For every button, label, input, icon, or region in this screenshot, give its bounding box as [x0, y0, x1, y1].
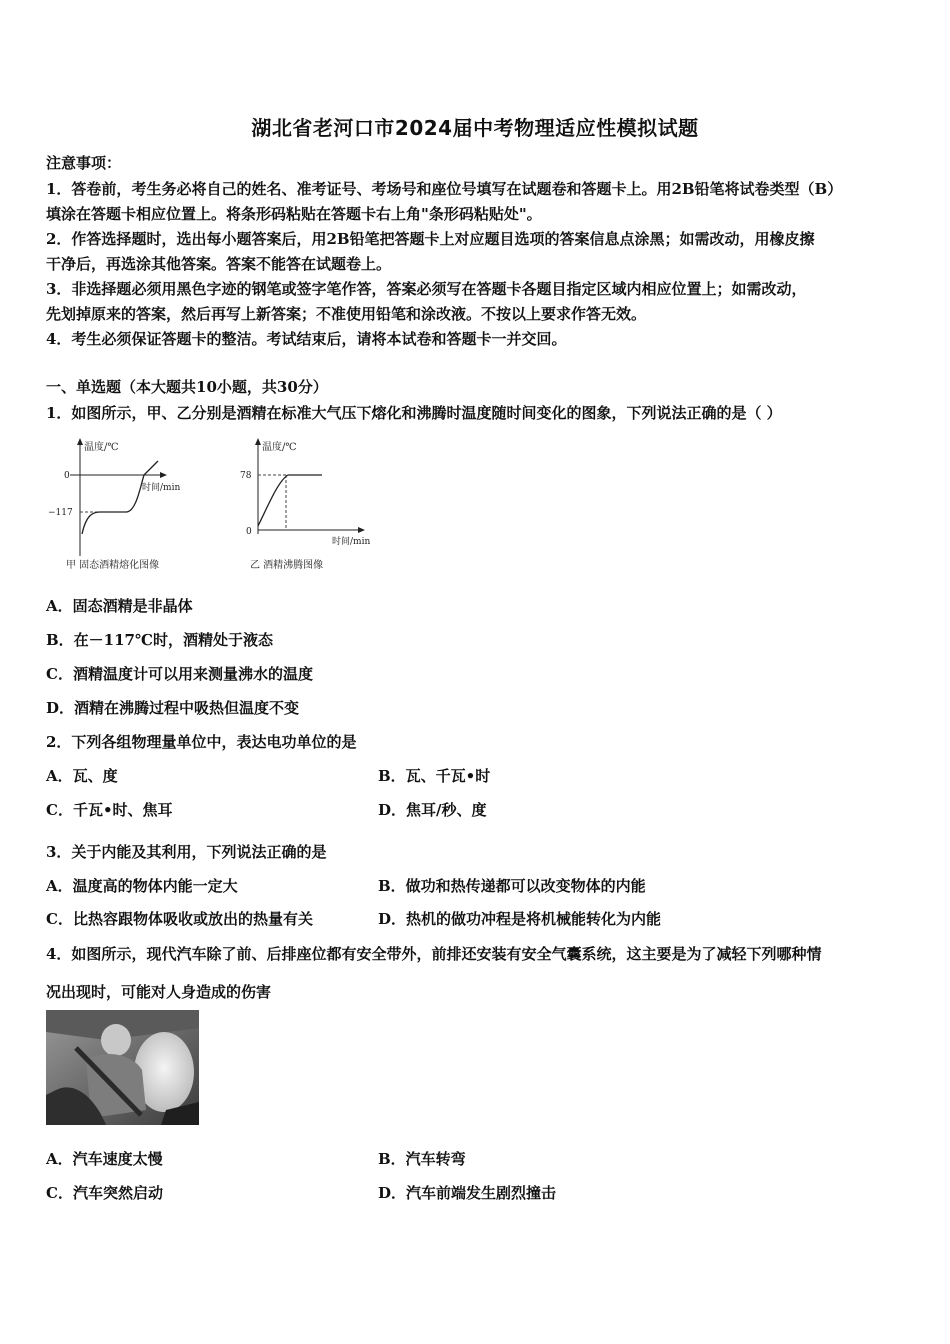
melting-graph	[46, 436, 196, 574]
graph-a-ylabel: 温度/℃	[84, 442, 119, 453]
page-title: 湖北省老河口市2024届中考物理适应性模拟试题	[251, 116, 699, 140]
graph-b-tick-origin: 0	[246, 527, 252, 537]
graph-b-tick-78: 78	[240, 471, 252, 481]
boiling-graph	[236, 436, 386, 574]
graph-a-tick-zero: 0	[64, 471, 70, 481]
q3-option-d: D．热机的做功冲程是将机械能转化为内能	[378, 910, 662, 928]
airbag-photo	[46, 1010, 199, 1125]
q3-option-c: C．比热容跟物体吸收或放出的热量有关	[46, 910, 313, 928]
graph-b-ylabel: 温度/℃	[262, 442, 297, 453]
graph-a-xlabel: 时间/min	[142, 483, 181, 493]
notice-line: 填涂在答题卡相应位置上。将条形码粘贴在答题卡右上角"条形码粘贴处"。	[46, 205, 542, 223]
notice-line: 1．答卷前，考生务必将自己的姓名、准考证号、考场号和座位号填写在试题卷和答题卡上。用2B铅笔将试卷类型（B）	[46, 180, 843, 198]
notice-line: 2．作答选择题时，选出每小题答案后，用2B铅笔把答题卡上对应题目选项的答案信息点涂黑；如需改动，用橡皮擦	[46, 230, 815, 248]
notice-line: 先划掉原来的答案，然后再写上新答案；不准使用铅笔和涂改液。不按以上要求作答无效。	[46, 305, 647, 323]
q2-stem: 2．下列各组物理量单位中，表达电功单位的是	[46, 733, 357, 751]
notice-heading: 注意事项：	[46, 154, 122, 172]
q3-option-a: A．温度高的物体内能一定大	[46, 877, 238, 895]
q1-option-c: C．酒精温度计可以用来测量沸水的温度	[46, 665, 313, 683]
section-heading: 一、单选题（本大题共10小题，共30分）	[46, 378, 328, 396]
q3-stem: 3．关于内能及其利用，下列说法正确的是	[46, 843, 327, 861]
graph-a-caption: 甲 固态酒精熔化图像	[66, 560, 160, 571]
q2-option-b: B．瓦、千瓦•时	[378, 767, 491, 785]
q4-stem-cont: 况出现时，可能对人身造成的伤害	[46, 983, 272, 1001]
q3-option-b: B．做功和热传递都可以改变物体的内能	[378, 877, 646, 895]
q1-stem: 1．如图所示，甲、乙分别是酒精在标准大气压下熔化和沸腾时温度随时间变化的图象，下列说法正确的是（ ）	[46, 404, 782, 422]
q4-stem: 4．如图所示，现代汽车除了前、后排座位都有安全带外，前排还安装有安全气囊系统，这主要是为了减轻下列哪种情	[46, 945, 822, 963]
q2-option-d: D．焦耳/秒、度	[378, 801, 487, 819]
q4-option-d: D．汽车前端发生剧烈撞击	[378, 1184, 557, 1202]
q4-option-b: B．汽车转弯	[378, 1150, 466, 1168]
graph-b-caption: 乙 酒精沸腾图像	[250, 560, 324, 571]
q2-option-a: A．瓦、度	[46, 767, 118, 785]
graph-b-xlabel: 时间/min	[332, 537, 371, 547]
q4-option-a: A．汽车速度太慢	[46, 1150, 163, 1168]
q4-option-c: C．汽车突然启动	[46, 1184, 163, 1202]
notice-line: 3．非选择题必须用黑色字迹的钢笔或签字笔作答，答案必须写在答题卡各题目指定区域内相应位置上；如需改动，	[46, 280, 807, 298]
q1-option-a: A．固态酒精是非晶体	[46, 597, 193, 615]
notice-line: 干净后，再选涂其他答案。答案不能答在试题卷上。	[46, 255, 392, 273]
q1-option-d: D．酒精在沸腾过程中吸热但温度不变	[46, 699, 300, 717]
notice-line: 4．考生必须保证答题卡的整洁。考试结束后，请将本试卷和答题卡一并交回。	[46, 330, 567, 348]
q2-option-c: C．千瓦•时、焦耳	[46, 801, 173, 819]
q1-option-b: B．在－117℃时，酒精处于液态	[46, 631, 273, 649]
graph-a-tick-low: −117	[48, 508, 73, 518]
